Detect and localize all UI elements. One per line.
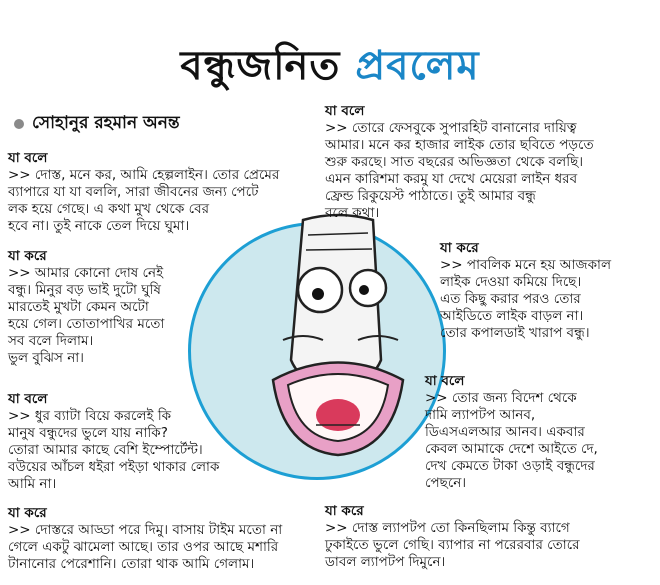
title-part-1: বন্ধুজনিত: [180, 43, 341, 89]
left-block-2: [8, 248, 208, 367]
left-block-3-text: >> ধুর ব্যাটা বিয়ে করলেই কি মানুষ বন্ধুদের ভুলে যায় নাকি? তোরা আমার কাছে বেশি ইম্পোর্টেন্ট। বউয়ের আঁচল ধইরা পইড়া থাকার লোক আমি না।: [8, 408, 220, 492]
left-block-1-text: >> দোস্ত, মনে কর, আমি হেল্পলাইন। তোর প্রেমের ব্যাপারে যা যা বললি, সারা জীবনের জন্য পেটে লক হয়ে গেছে। এ কথা মুখ থেকে বের হবে না। তুই নাকে তেল দিয়ে ঘুমা।: [8, 167, 280, 234]
left-block-2-text: >> আমার কোনো দোষ নেই বন্ধু। মিনুর বড় ভাই দুটো ঘুষি মারতেই মুখটা কেমন অটো হয়ে গেল। তোতাপাখির মতো সব বলে দিলাম। ভুল বুঝিস না।: [8, 265, 165, 366]
title-part-2: প্রবলেম: [355, 43, 480, 89]
right-block-2: [440, 240, 655, 342]
author-name: সোহানুর রহমান অনন্ত: [32, 113, 180, 133]
page-title: [0, 34, 660, 101]
right-block-4: [325, 503, 655, 571]
left-block-4-text: >> দোস্তরে আড্ডা পরে দিমু। বাসায় টাইম মতো না গেলে একটু ঝামেলা আছে। তার ওপর আছে মশারি টানানোর পেরেশানি। তোরা থাক আমি গেলাম।: [8, 522, 283, 572]
left-block-3-heading: যা বলে: [8, 391, 48, 407]
left-block-4: [8, 505, 318, 573]
right-block-2-text: >> পাবলিক মনে হয় আজকাল লাইক দেওয়া কমিয়ে দিছে। এত কিছু করার পরও তোর আইডিতে লাইক বাড়ল না। তোর কপালডাই খারাপ বন্ধু।: [440, 257, 612, 341]
right-block-1: [325, 103, 655, 222]
right-block-1-heading: যা বলে: [325, 103, 365, 119]
left-block-1: [8, 150, 308, 235]
left-block-3: [8, 391, 278, 493]
right-block-1-text: >> তোরে ফেসবুকে সুপারহিট বানানোর দায়িত্ব আমার। মনে কর হাজার লাইক তোর ছবিতে পড়তে শুরু করছে। সাত বছরের অভিজ্ঞতা থেকে বলছি। এমন কারিশমা করমু যা দেখে মেয়েরা লাইন ধরব ফ্রেন্ড রিকুয়েস্ট পাঠাতে। তুই আমার বন্ধু বলে কথা।: [325, 120, 594, 221]
right-block-2-heading: যা করে: [440, 240, 479, 256]
right-block-4-heading: যা করে: [325, 503, 364, 519]
left-block-1-heading: যা বলে: [8, 150, 48, 166]
left-block-2-heading: যা করে: [8, 248, 47, 264]
right-block-3-text: >> তোর জন্য বিদেশ থেকে দামি ল্যাপটপ আনব, ডিএসএলআর আনব। একবার কেবল আমাকে দেশে আইতে দে, দেখ কেমতে টাকা ওড়াই বন্ধুদের পেছনে।: [425, 390, 598, 491]
bullet-dot-icon: [14, 119, 24, 129]
right-block-4-text: >> দোস্ত ল্যাপটপ তো কিনছিলাম কিন্তু ব্যাগে ঢুকাইতে ভুলে গেছি। ব্যাপার না পরেরবার তোরে ডাবল ল্যাপটপ দিমুনে।: [325, 520, 580, 570]
left-block-4-heading: যা করে: [8, 505, 47, 521]
right-block-3: [425, 373, 655, 492]
right-block-3-heading: যা বলে: [425, 373, 465, 389]
author-byline: [14, 110, 180, 138]
